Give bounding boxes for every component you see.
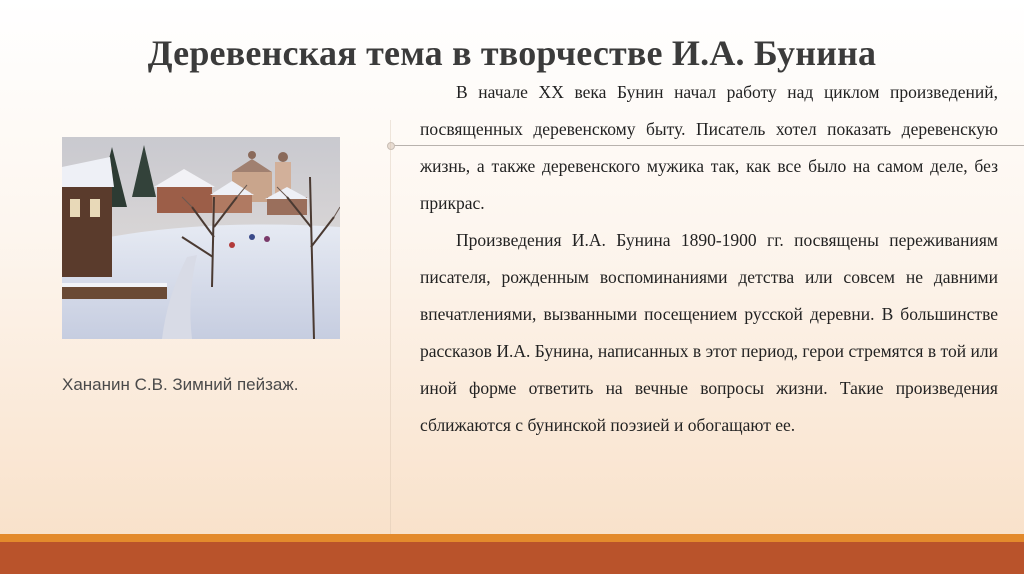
body-text	[420, 74, 998, 444]
column-divider	[390, 120, 391, 540]
winter-landscape-painting	[62, 137, 340, 339]
footer-accent-stripe	[0, 534, 1024, 542]
paragraph-1: В начале XX века Бунин начал работу над циклом произведений, посвященных деревенскому быту. Писатель хотел показать деревенскую жизнь, а также деревенского мужика так, как все было на самом деле, без прикрас.	[420, 82, 998, 213]
slide-title: Деревенская тема в творчестве И.А. Бунина	[147, 33, 877, 73]
divider-dot	[387, 142, 395, 150]
painting-caption: Хананин С.В. Зимний пейзаж.	[62, 375, 299, 394]
footer-band	[0, 542, 1024, 574]
paragraph-2: Произведения И.А. Бунина 1890-1900 гг. посвящены переживаниям писателя, рожденным воспоминаниями детства или совсем не давними впечатлениями, вызванными посещением русской деревни. В большинстве рассказов И.А. Бунина, написанных в этот период, герои стремятся в той или иной форме ответить на вечные вопросы жизни. Такие произведения сближаются с бунинской поэзией и обогащают ее.	[420, 230, 998, 435]
